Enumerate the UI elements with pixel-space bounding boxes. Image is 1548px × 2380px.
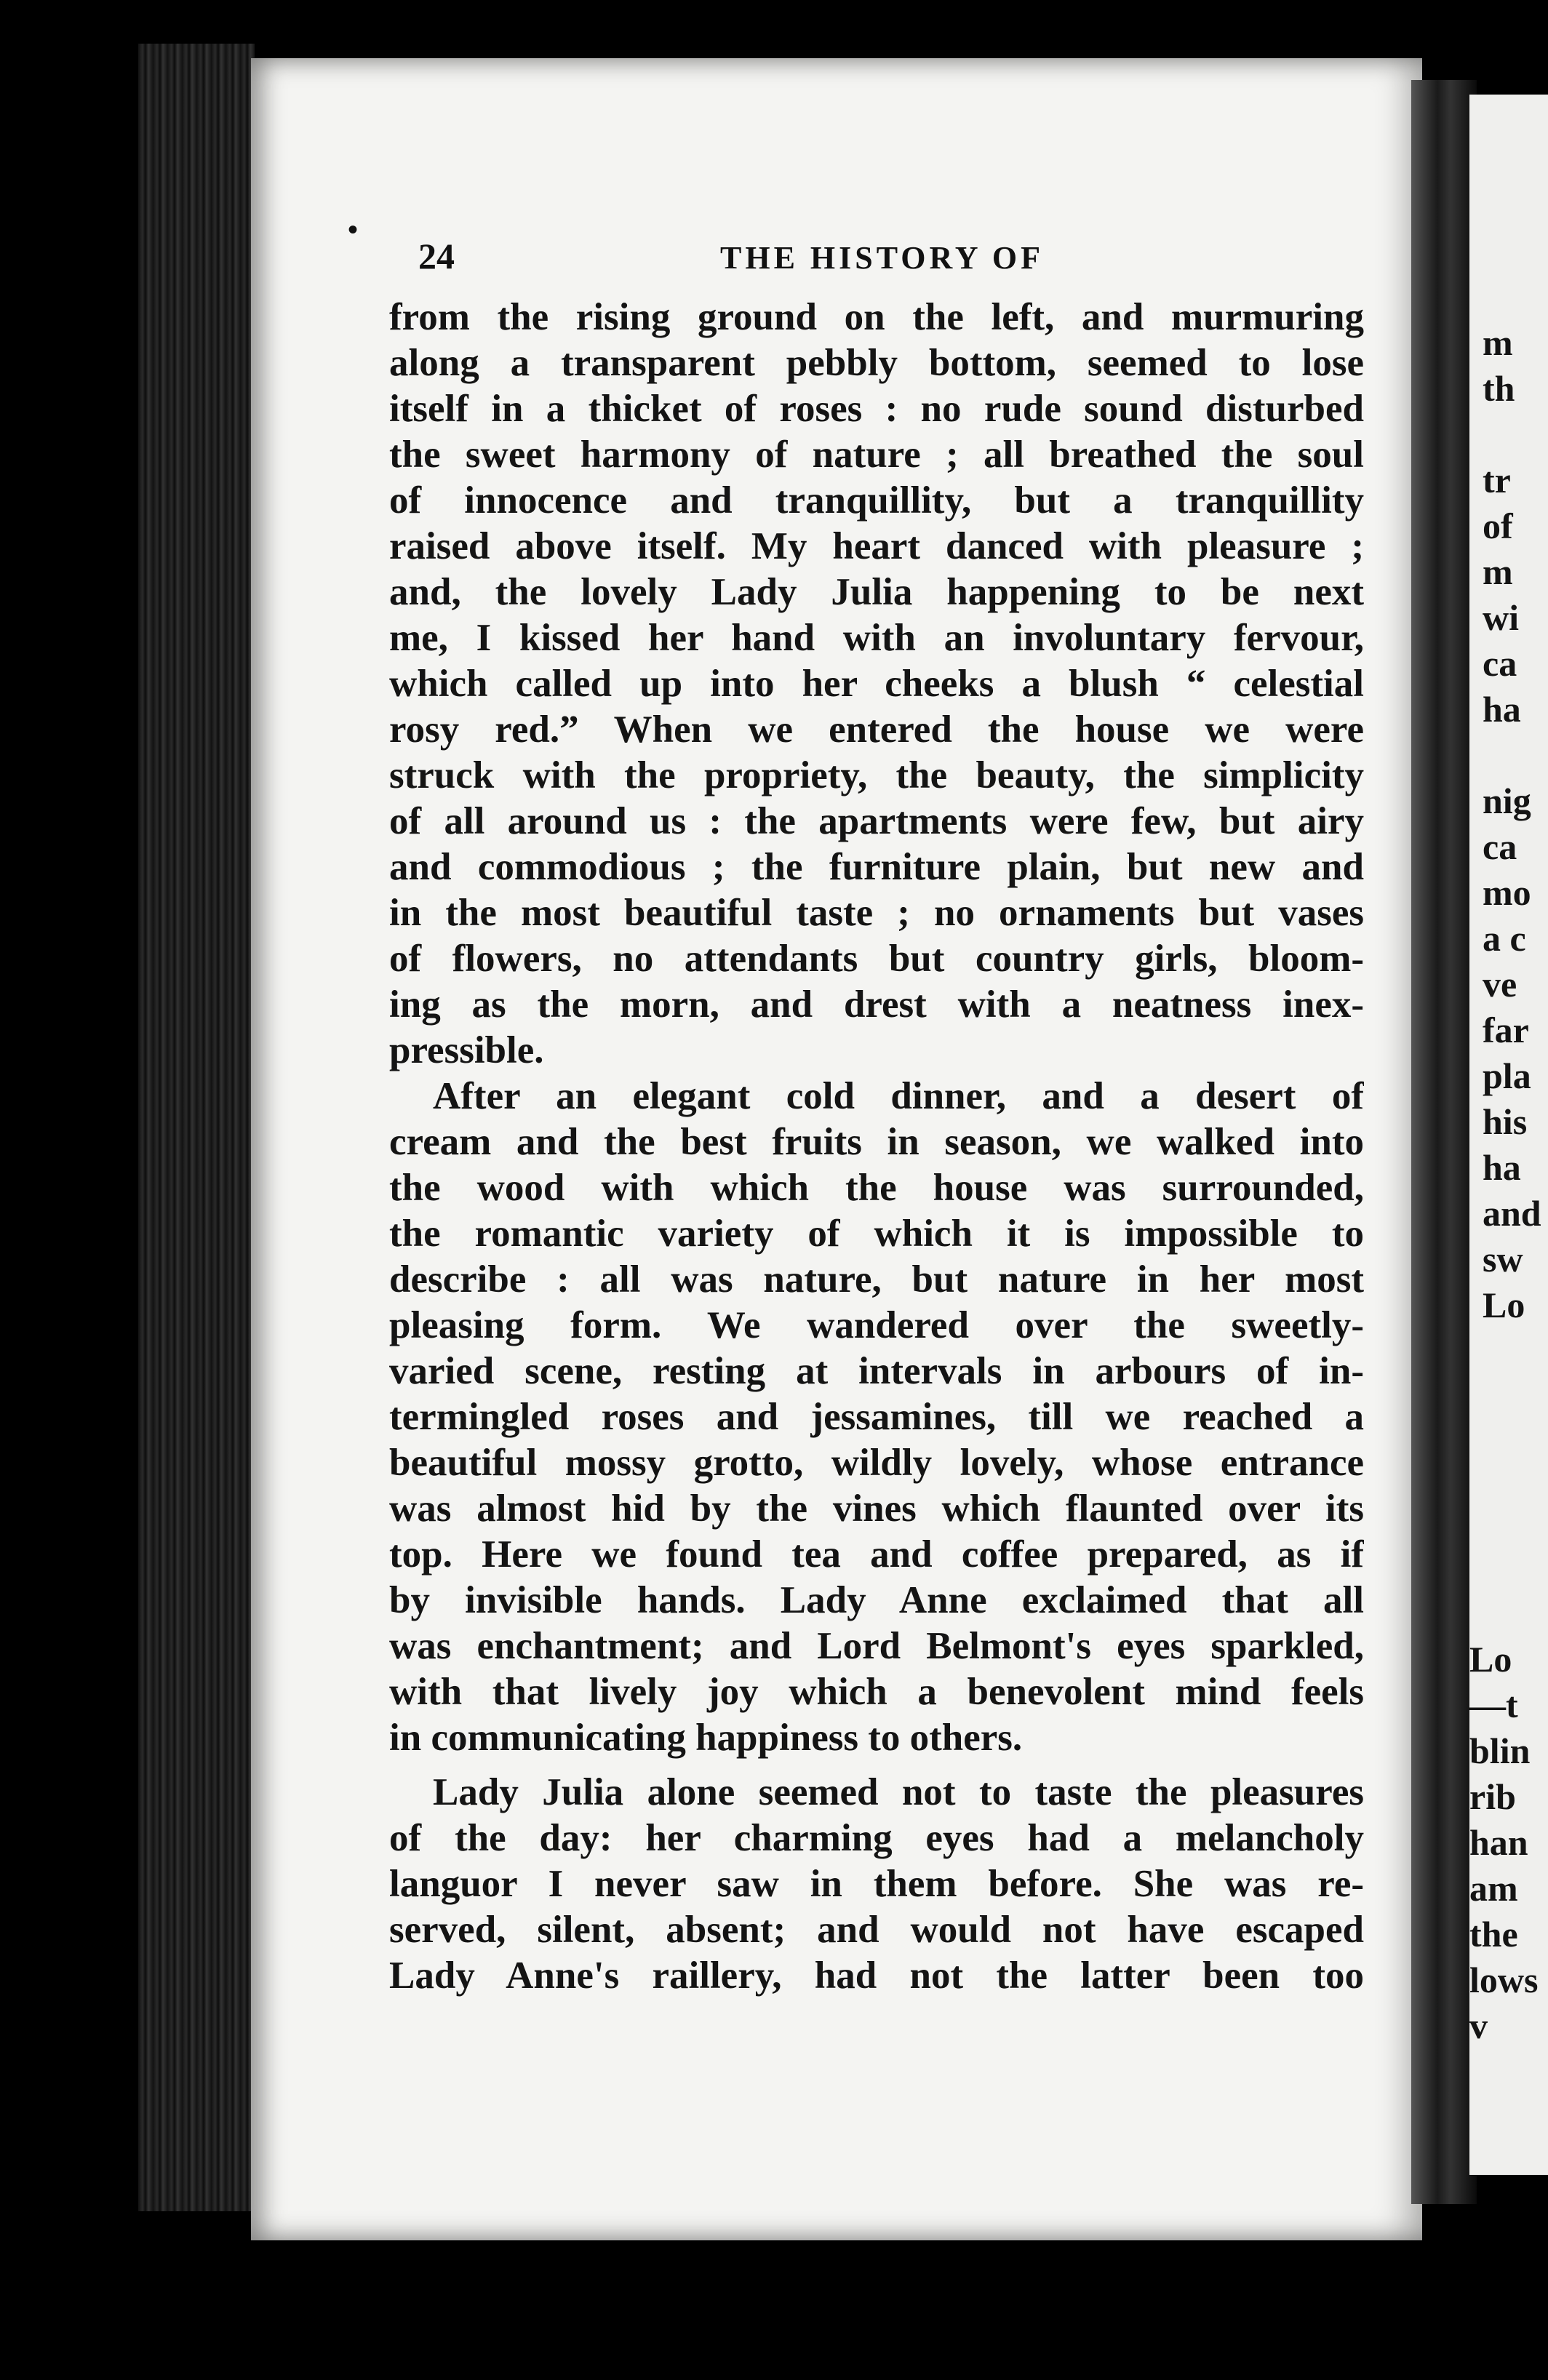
page-number: 24 xyxy=(418,236,455,276)
fragment: v xyxy=(1469,2005,1488,2046)
fragment: a c xyxy=(1483,918,1526,959)
text-line: top. Here we found tea and coffee prepared, as if xyxy=(389,1533,1364,1576)
text-line: describe : all was nature, but nature in her most xyxy=(389,1258,1364,1301)
text-line: raised above itself. My heart danced with pleasure ; xyxy=(389,525,1364,567)
fragment: the xyxy=(1469,1914,1518,1954)
fragment: tr xyxy=(1483,460,1511,500)
text-line: rosy red.” When we entered the house we were xyxy=(389,708,1364,751)
paragraph xyxy=(389,1770,1364,1999)
fragment: mo xyxy=(1483,872,1531,913)
text-line: pressible. xyxy=(389,1029,544,1071)
fragment: th xyxy=(1483,368,1515,409)
book-binding-edge xyxy=(138,44,255,2211)
text-line: itself in a thicket of roses : no rude sound disturbed xyxy=(389,388,1364,430)
page-gutter-shadow xyxy=(1411,80,1477,2204)
text-line: languor I never saw in them before. She was re- xyxy=(389,1863,1364,1905)
text-line: beautiful mossy grotto, wildly lovely, whose entrance xyxy=(389,1442,1364,1484)
fragment: Lo xyxy=(1483,1285,1525,1325)
fragment: Lo xyxy=(1469,1639,1512,1680)
fragment: blin xyxy=(1469,1730,1531,1771)
text-line: along a transparent pebbly bottom, seemed to lose xyxy=(389,342,1364,384)
text-line: and, the lovely Lady Julia happening to be next xyxy=(389,571,1364,613)
text-line: from the rising ground on the left, and murmuring xyxy=(389,296,1364,338)
fragment: lows xyxy=(1469,1960,1539,2000)
page-header xyxy=(418,235,1364,286)
text-line: was enchantment; and Lord Belmont's eyes sparkled, xyxy=(389,1625,1364,1667)
fragment: his xyxy=(1483,1101,1528,1142)
fragment xyxy=(1483,732,1548,778)
text-line: the romantic variety of which it is impossible to xyxy=(389,1213,1364,1255)
fragment: m xyxy=(1483,551,1513,592)
facing-page-text-lower xyxy=(1469,1637,1548,2049)
text-line: varied scene, resting at intervals in arbours of in- xyxy=(389,1350,1364,1392)
text-line: in communicating happiness to others. xyxy=(389,1717,1023,1759)
text-line: Lady Anne's raillery, had not the latter been too xyxy=(389,1954,1364,1997)
text-line: was almost hid by the vines which flaunted over its xyxy=(389,1488,1364,1530)
text-line: termingled roses and jessamines, till we reached a xyxy=(389,1396,1364,1438)
text-line: me, I kissed her hand with an involuntary fervour, xyxy=(389,617,1364,659)
paragraph xyxy=(389,1074,1364,1761)
fragment: han xyxy=(1469,1822,1528,1863)
text-line: of innocence and tranquillity, but a tranquillity xyxy=(389,479,1364,522)
text-line: served, silent, absent; and would not have escaped xyxy=(389,1909,1364,1951)
text-line: ing as the morn, and drest with a neatness inex- xyxy=(389,983,1364,1026)
text-line: which called up into her cheeks a blush “ celestial xyxy=(389,663,1364,705)
fragment: am xyxy=(1469,1868,1518,1909)
fragment: and xyxy=(1483,1193,1541,1234)
fragment: pla xyxy=(1483,1055,1531,1096)
text-line: and commodious ; the furniture plain, but new and xyxy=(389,846,1364,888)
fragment: m xyxy=(1483,322,1513,363)
text-line: the wood with which the house was surrounded, xyxy=(389,1167,1364,1209)
fragment xyxy=(1483,412,1548,458)
fragment: far xyxy=(1483,1010,1529,1050)
fragment: ca xyxy=(1483,643,1517,684)
text-line: of all around us : the apartments were few, but airy xyxy=(389,800,1364,842)
fragment: of xyxy=(1483,506,1513,546)
text-line: by invisible hands. Lady Anne exclaimed that all xyxy=(389,1579,1364,1621)
fragment: wi xyxy=(1483,597,1519,638)
fragment: ve xyxy=(1483,964,1517,1005)
fragment: nig xyxy=(1483,780,1531,821)
facing-page-text-upper xyxy=(1483,320,1548,1328)
running-title: THE HISTORY OF xyxy=(720,240,1044,276)
fragment: ha xyxy=(1483,689,1521,730)
text-line: After an elegant cold dinner, and a desert of xyxy=(433,1075,1364,1117)
text-line: Lady Julia alone seemed not to taste the pleasures xyxy=(433,1771,1364,1813)
ink-speck: • xyxy=(348,213,359,246)
text-line: pleasing form. We wandered over the sweetly- xyxy=(389,1304,1364,1346)
fragment: rib xyxy=(1469,1776,1516,1817)
text-line: in the most beautiful taste ; no ornaments but vases xyxy=(389,892,1364,934)
text-line: of the day: her charming eyes had a melancholy xyxy=(389,1817,1364,1859)
text-line: struck with the propriety, the beauty, the simplicity xyxy=(389,754,1364,796)
page-body xyxy=(389,295,1364,1999)
text-line: of flowers, no attendants but country girls, bloom- xyxy=(389,938,1364,980)
fragment: ca xyxy=(1483,826,1517,867)
text-line: with that lively joy which a benevolent mind feels xyxy=(389,1671,1364,1713)
fragment: sw xyxy=(1483,1239,1523,1279)
fragment: ha xyxy=(1483,1147,1521,1188)
paragraph xyxy=(389,295,1364,1074)
text-line: the sweet harmony of nature ; all breathed the soul xyxy=(389,434,1364,476)
fragment: —t xyxy=(1469,1685,1518,1725)
text-line: cream and the best fruits in season, we walked into xyxy=(389,1121,1364,1163)
